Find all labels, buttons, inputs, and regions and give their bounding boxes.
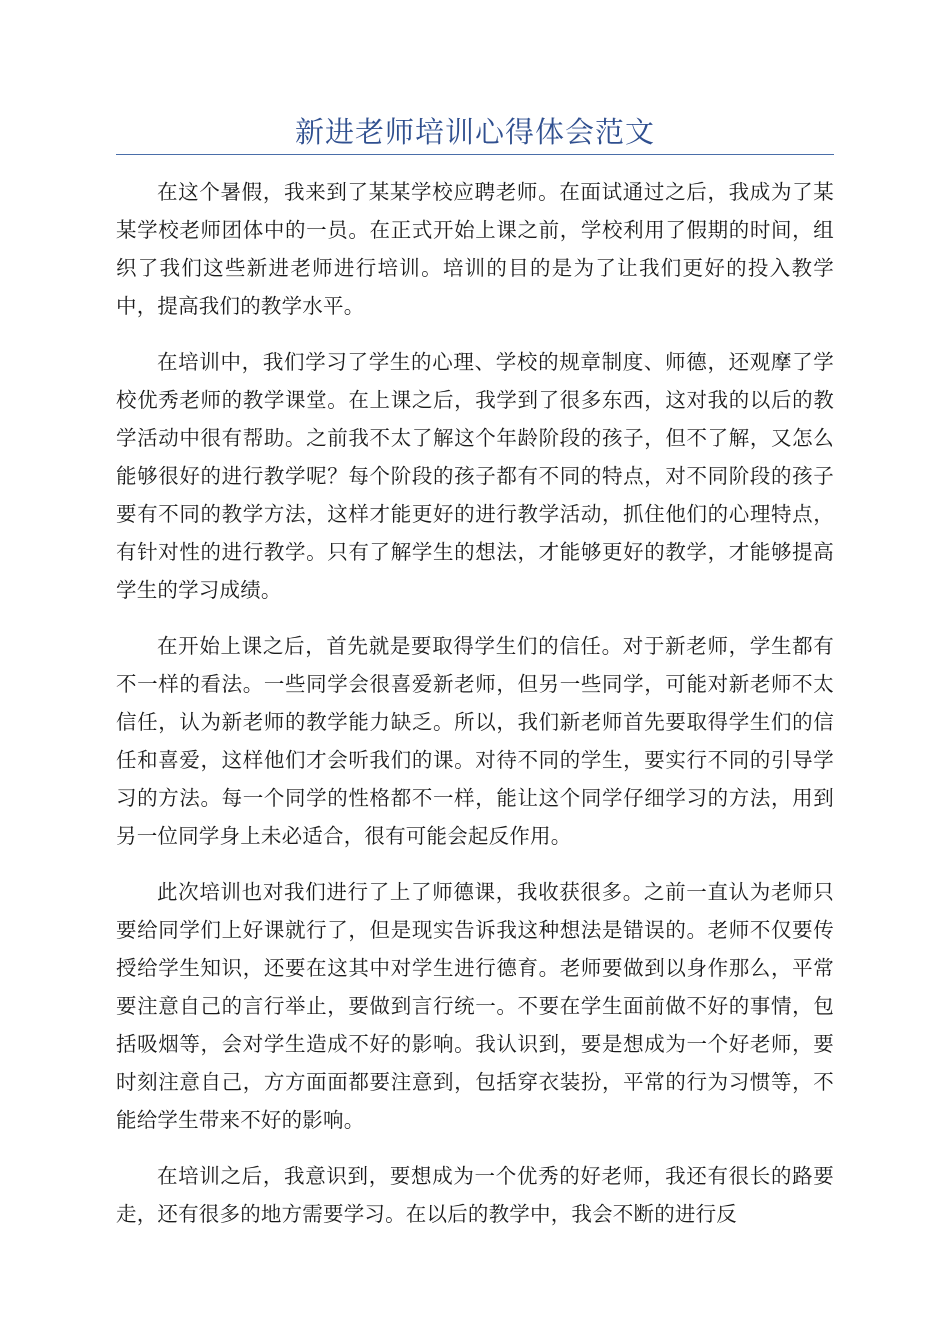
paragraph-4: 此次培训也对我们进行了上了师德课，我收获很多。之前一直认为老师只要给同学们上好课就行了，但是现实告诉我这种想法是错误的。老师不仅要传授给学生知识，还要在这其中对学生进行德育。老师要做到以身作那么，平常要注意自己的言行举止，要做到言行统一。不要在学生面前做不好的事情，包括吸烟等，会对学生造成不好的影响。我认识到，要是想成为一个好老师，要时刻注意自己，方方面面都要注意到，包括穿衣装扮，平常的行为习惯等，不能给学生带来不好的影响。 [116, 880, 834, 1132]
paragraph-1: 在这个暑假，我来到了某某学校应聘老师。在面试通过之后，我成为了某某学校老师团体中的一员。在正式开始上课之前，学校利用了假期的时间，组织了我们这些新进老师进行培训。培训的目的是为了让我们更好的投入教学中，提高我们的教学水平。 [116, 180, 834, 318]
document-title: 新进老师培训心得体会范文 [294, 115, 655, 149]
title-underline [116, 154, 834, 155]
paragraph-3: 在开始上课之后，首先就是要取得学生们的信任。对于新老师，学生都有不一样的看法。一些同学会很喜爱新老师，但另一些同学，可能对新老师不太信任，认为新老师的教学能力缺乏。所以，我们新老师首先要取得学生们的信任和喜爱，这样他们才会听我们的课。对待不同的学生，要实行不同的引导学习的方法。每一个同学的性格都不一样，能让这个同学仔细学习的方法，用到另一位同学身上未必适合，很有可能会起反作用。 [116, 634, 834, 848]
paragraph-5: 在培训之后，我意识到，要想成为一个优秀的好老师，我还有很长的路要走，还有很多的地方需要学习。在以后的教学中，我会不断的进行反 [116, 1164, 834, 1226]
paragraph-2: 在培训中，我们学习了学生的心理、学校的规章制度、师德，还观摩了学校优秀老师的教学课堂。在上课之后，我学到了很多东西，这对我的以后的教学活动中很有帮助。之前我不太了解这个年龄阶段的孩子，但不了解，又怎么能够很好的进行教学呢？每个阶段的孩子都有不同的特点，对不同阶段的孩子要有不同的教学方法，这样才能更好的进行教学活动，抓住他们的心理特点，有针对性的进行教学。只有了解学生的想法，才能够更好的教学，才能够提高学生的学习成绩。 [116, 350, 834, 602]
document-body [116, 173, 834, 1251]
